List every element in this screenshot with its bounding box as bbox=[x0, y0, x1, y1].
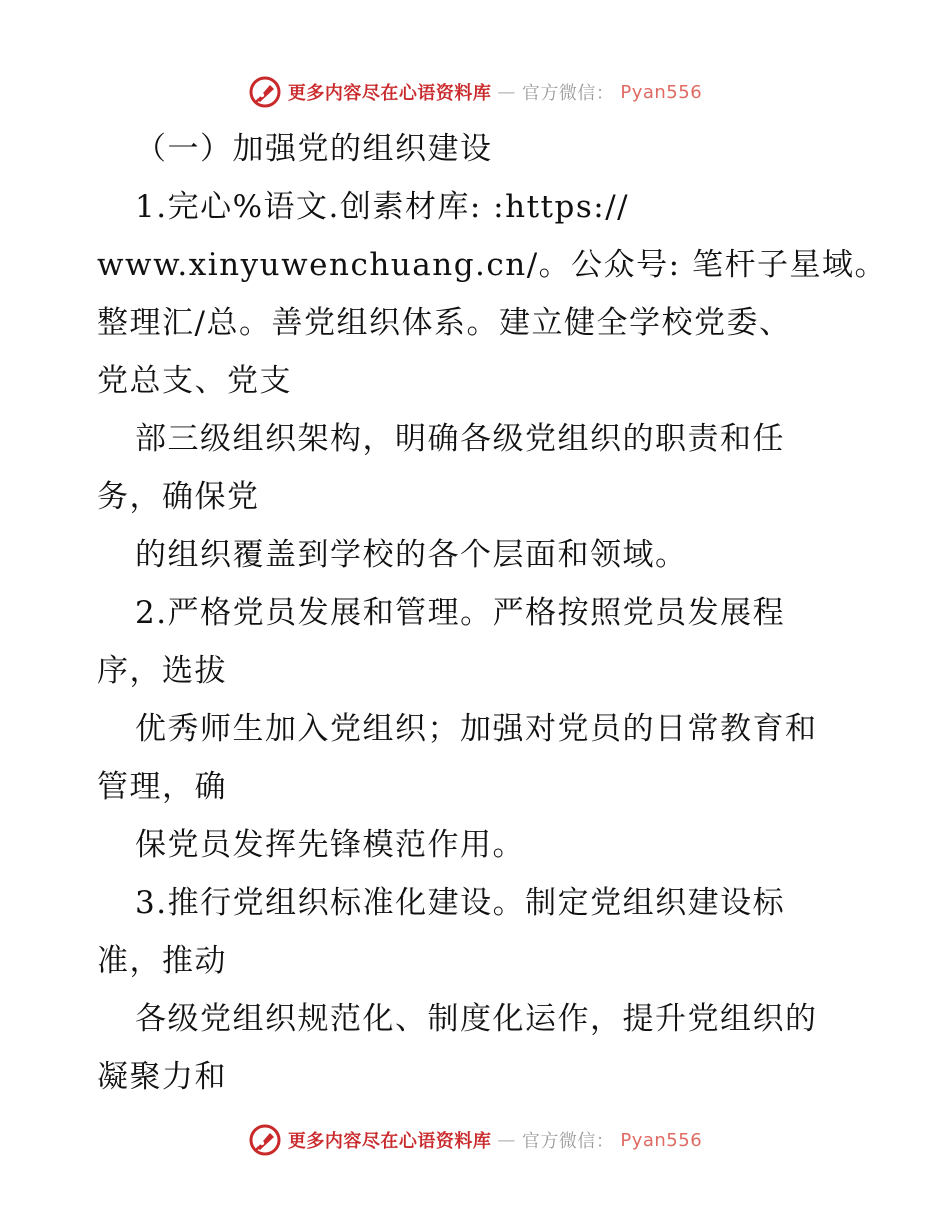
pen-nib-logo-icon bbox=[248, 75, 282, 109]
document-body bbox=[97, 120, 887, 1106]
pen-nib-logo-icon bbox=[248, 1123, 282, 1157]
watermark-main-text: 更多内容尽在心语资料库 bbox=[287, 83, 492, 104]
paragraph-line: 优秀师生加入党组织；加强对党员的日常教育和 bbox=[135, 711, 818, 747]
watermark-wechat-id: Pyan556 bbox=[620, 1129, 703, 1151]
paragraph-line: 各级党组织规范化、制度化运作，提升党组织的 bbox=[135, 1001, 818, 1037]
paragraph-line: 准，推动 bbox=[97, 943, 227, 979]
section-heading: （一）加强党的组织建设 bbox=[135, 131, 493, 167]
paragraph-line: 1.完心%语文.创素材库: :https:// bbox=[135, 189, 630, 225]
paragraph-line: www.xinyuwenchuang.cn/。公众号: 笔杆子星域。 bbox=[97, 247, 887, 283]
paragraph-line: 凝聚力和 bbox=[97, 1059, 227, 1095]
watermark-header bbox=[0, 72, 950, 112]
watermark-main-text: 更多内容尽在心语资料库 bbox=[287, 1131, 492, 1152]
paragraph-line: 部三级组织架构，明确各级党组织的职责和任 bbox=[135, 421, 785, 457]
watermark-sub-text: 官方微信： bbox=[521, 83, 615, 104]
watermark-footer bbox=[0, 1120, 950, 1160]
watermark-dash: — bbox=[497, 81, 516, 103]
paragraph-line: 务，确保党 bbox=[97, 479, 260, 515]
paragraph-line: 管理，确 bbox=[97, 769, 227, 805]
paragraph-line: 保党员发挥先锋模范作用。 bbox=[135, 827, 525, 863]
paragraph-line: 整理汇/总。善党组织体系。建立健全学校党委、 bbox=[97, 305, 792, 341]
paragraph-line: 序，选拔 bbox=[97, 653, 227, 689]
watermark-sub-text: 官方微信： bbox=[521, 1131, 615, 1152]
watermark-wechat-id: Pyan556 bbox=[620, 81, 703, 103]
paragraph-line: 2.严格党员发展和管理。严格按照党员发展程 bbox=[135, 595, 786, 631]
paragraph-line: 3.推行党组织标准化建设。制定党组织建设标 bbox=[135, 885, 786, 921]
paragraph-line: 党总支、党支 bbox=[97, 363, 292, 399]
watermark-dash: — bbox=[497, 1129, 516, 1151]
paragraph-line: 的组织覆盖到学校的各个层面和领域。 bbox=[135, 537, 688, 573]
